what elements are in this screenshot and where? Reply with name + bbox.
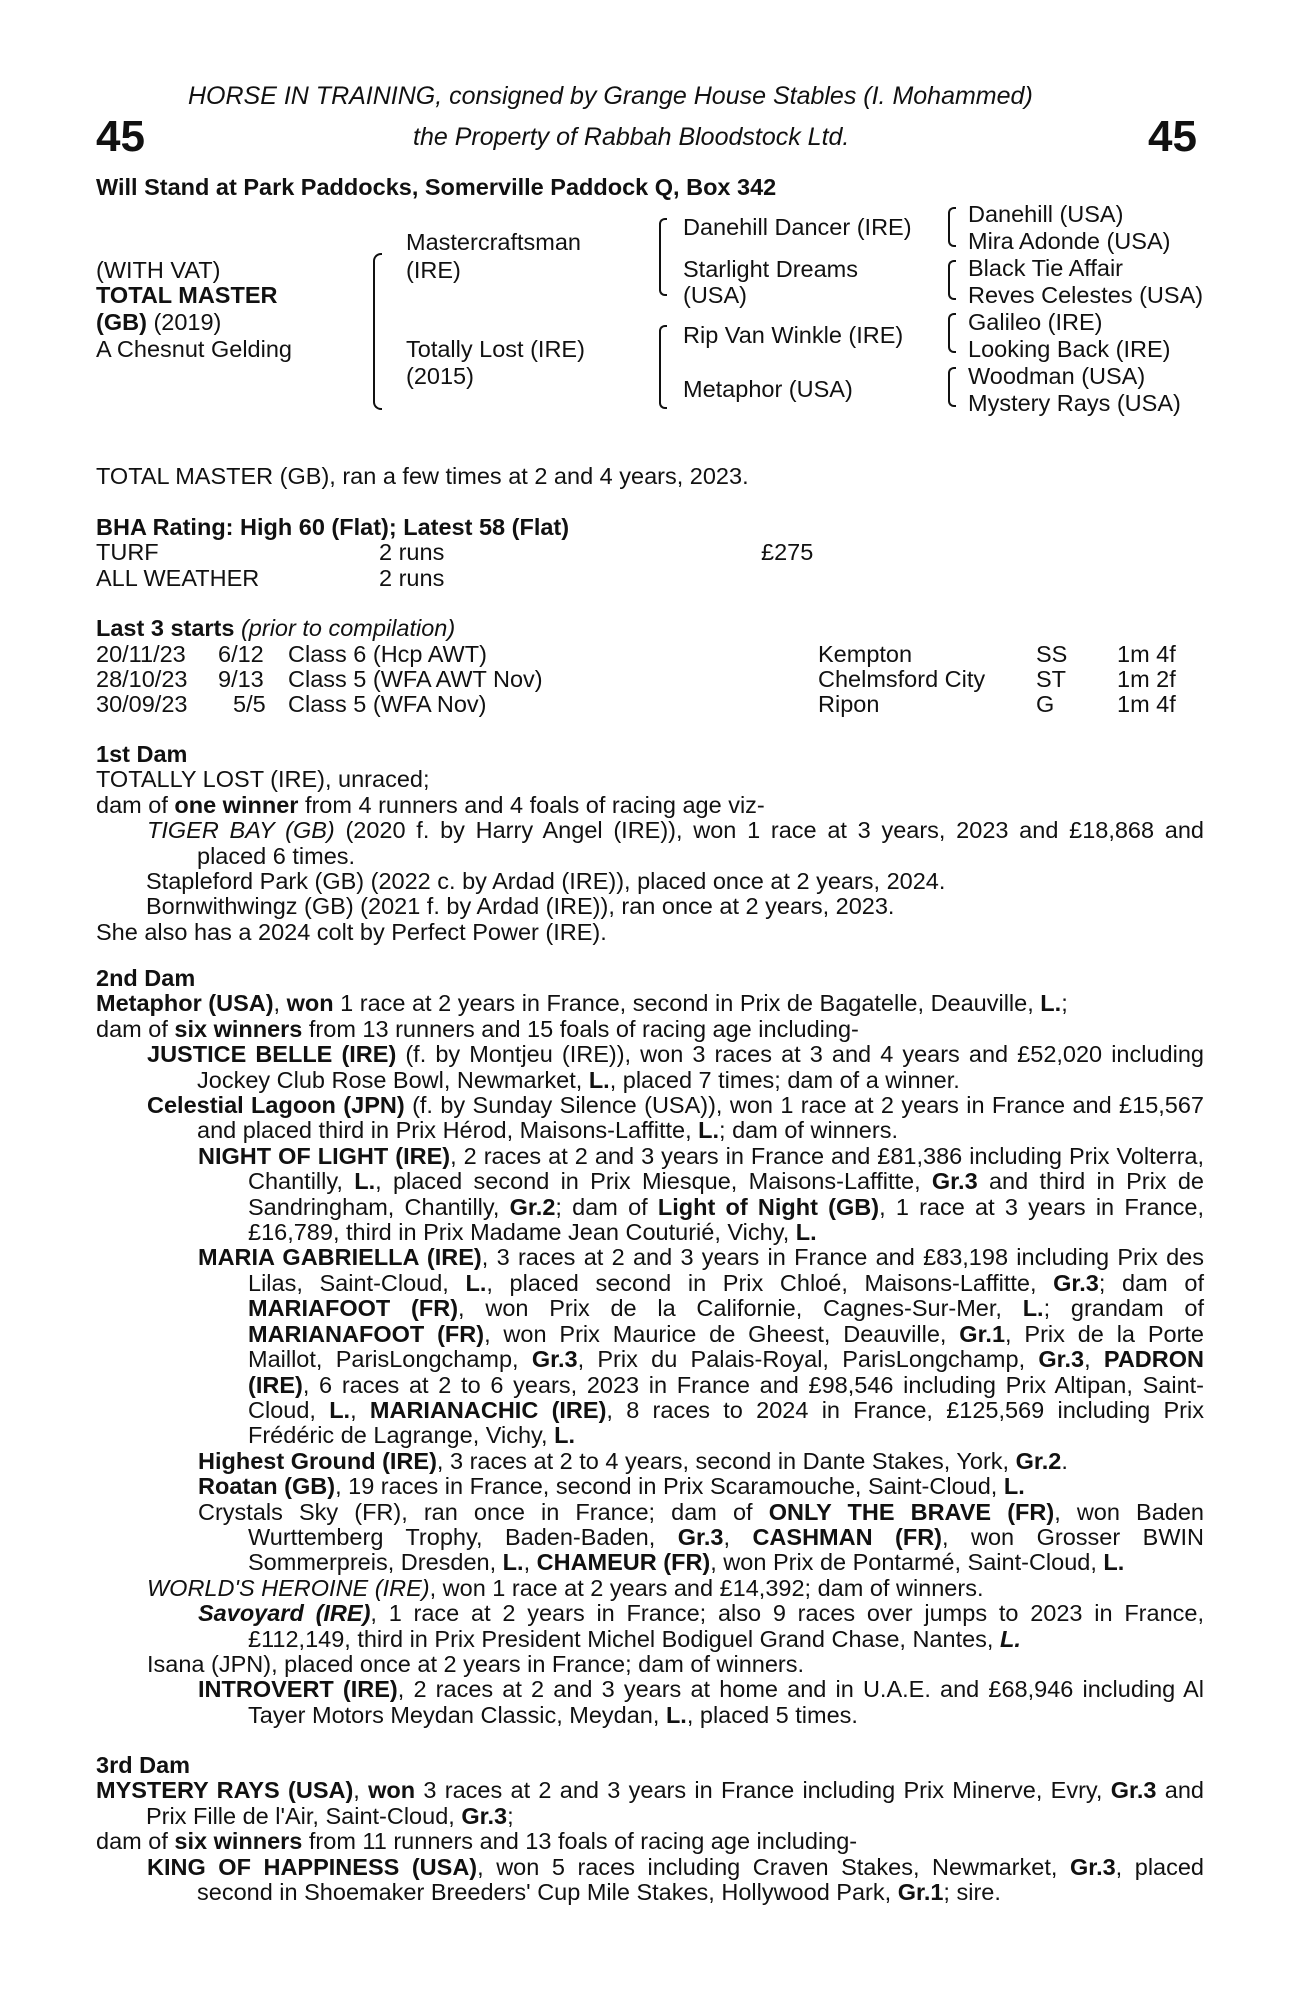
text-fragment: Gr.1	[897, 1879, 944, 1906]
text-fragment: 3 races at 2 and 3 years in France including Prix Minerve, Evry,	[415, 1777, 1111, 1804]
text-fragment: KING OF HAPPINESS (USA)	[147, 1853, 478, 1880]
text-fragment: JUSTICE BELLE (IRE)	[147, 1041, 397, 1068]
bha-rating-title: BHA Rating: High 60 (Flat); Latest 58 (Flat)	[96, 514, 570, 540]
text-fragment: , placed 7 times; dam of a winner.	[609, 1066, 960, 1093]
text-fragment: Gr.3	[1038, 1346, 1085, 1373]
start-going: G	[1036, 691, 1055, 717]
sire: Mastercraftsman	[406, 229, 581, 255]
second-dam-section	[96, 966, 1204, 1728]
text-fragment: WORLD'S HEROINE (IRE)	[147, 1574, 430, 1601]
text-fragment: six winners	[174, 1828, 303, 1855]
text-fragment: Metaphor (USA)	[96, 990, 274, 1017]
text-fragment: , Prix de la Porte Maillot, ParisLongchamp,	[248, 1320, 1205, 1373]
text-fragment: MARIANAFOOT (FR)	[248, 1320, 485, 1347]
dam-sire-sire: Galileo (IRE)	[968, 309, 1103, 335]
text-fragment: L.	[354, 1168, 376, 1195]
pedigree-brace-3c	[948, 313, 956, 353]
dam-sire-dam: Looking Back (IRE)	[968, 336, 1171, 362]
start-race: Class 6 (Hcp AWT)	[288, 641, 487, 667]
horse-name: TOTAL MASTER	[96, 282, 278, 308]
text-fragment: , 1 race at 3 years in France, £16,789, third in Prix Madame Jean Couturié, Vichy,	[248, 1193, 1204, 1246]
text-fragment: L.	[795, 1219, 817, 1246]
text-fragment: L.	[1003, 1473, 1025, 1500]
sire-sire-dam: Mira Adonde (USA)	[968, 228, 1171, 254]
text-fragment: won	[368, 1777, 416, 1804]
text-fragment: Gr.3	[677, 1523, 724, 1550]
text-fragment: MARIAFOOT (FR)	[248, 1295, 459, 1322]
text-fragment: ONLY THE BRAVE (FR)	[768, 1498, 1055, 1525]
stand-location: Will Stand at Park Paddocks, Somerville Paddock Q, Box 342	[96, 174, 777, 200]
lot-number-left: 45	[96, 112, 145, 161]
text-fragment: L.	[698, 1117, 720, 1144]
progeny-king-of-happiness	[96, 1855, 1204, 1906]
pedigree-brace-3b	[948, 260, 956, 300]
horse-year: (2019)	[153, 309, 222, 335]
rating-row	[96, 539, 1206, 564]
text-fragment: MARIA GABRIELLA (IRE)	[198, 1244, 482, 1271]
text-fragment: , won Grosser BWIN Sommerpreis, Dresden,	[248, 1523, 1204, 1576]
pedigree-brace-2b	[659, 325, 667, 409]
text-fragment: , 8 races to 2024 in France, £125,569 including Prix Frédéric de Lagrange, Vichy,	[248, 1396, 1204, 1449]
progeny-maria-gabriella	[96, 1245, 1204, 1448]
text-fragment: L.	[554, 1422, 575, 1449]
sire-sire: Danehill Dancer (IRE)	[683, 214, 912, 240]
progeny-justice-belle	[96, 1042, 1204, 1093]
text-fragment: from 11 runners and 13 foals of racing age including-	[302, 1828, 858, 1855]
text-fragment: Light of Night (GB)	[657, 1193, 880, 1220]
text-fragment: Gr.3	[1053, 1269, 1099, 1296]
text-fragment: six winners	[174, 1015, 303, 1042]
start-date: 28/10/23	[96, 666, 188, 692]
start-race: Class 5 (WFA AWT Nov)	[288, 666, 543, 692]
text-fragment: (f. by Montjeu (IRE)), won 3 races at 3 and 4 years and £52,020 including Jockey Club Rose Bowl, Newmarket,	[197, 1041, 1204, 1093]
pedigree-brace-1	[373, 253, 382, 410]
start-date: 30/09/23	[96, 691, 188, 717]
progeny-tiger-bay	[96, 818, 1204, 869]
text-fragment: , won 5 races including Craven Stakes, Newmarket,	[477, 1853, 1070, 1880]
text-fragment: ; grandam of	[1043, 1295, 1205, 1322]
start-distance: 1m 2f	[1117, 666, 1176, 692]
progeny-introvert	[96, 1677, 1204, 1728]
text-fragment: L.	[465, 1269, 487, 1296]
text-fragment: , 2 races at 2 and 3 years in France and £81,386 including Prix Volterra, Chantilly,	[248, 1142, 1204, 1195]
start-distance: 1m 4f	[1117, 691, 1176, 717]
rating-runs: 2 runs	[379, 539, 445, 565]
dam-sire: Rip Van Winkle (IRE)	[683, 322, 904, 348]
text-fragment: ; dam of	[1098, 1269, 1204, 1296]
last-starts-note: (prior to compilation)	[240, 615, 456, 641]
progeny-bornwithwingz: Bornwithwingz (GB) (2021 f. by Ardad (IRE)), ran once at 2 years, 2023.	[146, 893, 895, 920]
text-fragment: , placed second in Shoemaker Breeders' Cup Mile Stakes, Hollywood Park,	[197, 1853, 1204, 1906]
text-fragment: CASHMAN (FR)	[752, 1523, 943, 1550]
rating-surface: TURF	[96, 539, 159, 565]
text-fragment: , won Prix de Pontarmé, Saint-Cloud,	[710, 1549, 1104, 1576]
start-course: Ripon	[818, 691, 880, 717]
text-fragment: ,	[723, 1523, 753, 1550]
pedigree-brace-3d	[948, 367, 956, 407]
text-fragment: , won Prix de la Californie, Cagnes-Sur-Mer,	[458, 1295, 1023, 1322]
text-fragment: Gr.2	[1015, 1447, 1062, 1474]
start-course: Kempton	[818, 641, 913, 667]
dam: Totally Lost (IRE)	[406, 336, 585, 362]
start-position: 5/5	[233, 691, 266, 717]
text-fragment: ;	[507, 1802, 514, 1829]
text-fragment: , placed 5 times.	[686, 1701, 858, 1728]
text-fragment: MARIANACHIC (IRE)	[369, 1396, 607, 1423]
rating-row	[96, 565, 1206, 590]
horse-origin: (GB)	[96, 309, 147, 335]
text-fragment: ,	[353, 1777, 369, 1804]
text-fragment: , 3 races at 2 to 4 years, second in Dante Stakes, York,	[436, 1447, 1016, 1474]
text-fragment: Crystals Sky (FR), ran once in France; dam of	[198, 1498, 769, 1525]
text-fragment: ,	[350, 1396, 370, 1423]
consignment-line: HORSE IN TRAINING, consigned by Grange House Stables (I. Mohammed)	[188, 82, 1033, 110]
text-fragment: Gr.3	[461, 1802, 508, 1829]
text-fragment: ,	[1084, 1346, 1104, 1373]
vat-note: (WITH VAT)	[96, 257, 221, 283]
first-dam-status: TOTALLY LOST (IRE), unraced;	[96, 766, 430, 793]
text-fragment: L.	[1022, 1295, 1044, 1322]
text-fragment: , won 1 race at 2 years and £14,392; dam of winners.	[429, 1574, 984, 1601]
lot-number-right: 45	[1148, 112, 1197, 161]
rating-surface: ALL WEATHER	[96, 565, 260, 591]
text-fragment: L.	[502, 1549, 524, 1576]
text-fragment: , placed second in Prix Miesque, Maisons-Laffitte,	[375, 1168, 932, 1195]
text-fragment: L.	[1103, 1549, 1125, 1576]
text-fragment: TIGER BAY (GB)	[147, 817, 335, 844]
text-fragment: dam of	[96, 1828, 175, 1855]
text-fragment: Celestial Lagoon (JPN)	[147, 1092, 405, 1119]
text-fragment: ; dam of winners.	[719, 1117, 898, 1144]
text-fragment: Roatan (GB)	[198, 1473, 336, 1500]
text-fragment: ; sire.	[943, 1879, 1001, 1906]
rating-runs: 2 runs	[379, 565, 445, 591]
progeny-worlds-heroine	[96, 1576, 1204, 1601]
sire-dam: Starlight Dreams	[683, 256, 858, 282]
first-dam-section	[96, 742, 1204, 945]
start-date: 20/11/23	[96, 641, 186, 667]
sire-sire-sire: Danehill (USA)	[968, 201, 1124, 227]
text-fragment: dam of	[96, 1015, 175, 1042]
last-starts-heading	[96, 616, 455, 641]
sire-dam-dam: Reves Celestes (USA)	[968, 282, 1204, 308]
start-row	[96, 666, 1206, 691]
pedigree-brace-2a	[659, 218, 667, 296]
text-fragment: , 19 races in France, second in Prix Scaramouche, Saint-Cloud,	[335, 1473, 1004, 1500]
text-fragment: L.	[588, 1066, 610, 1093]
text-fragment: L.	[329, 1396, 351, 1423]
progeny-savoyard	[96, 1601, 1204, 1652]
third-dam-section	[96, 1753, 1204, 1905]
text-fragment: Gr.1	[959, 1320, 1006, 1347]
first-dam-heading: 1st Dam	[96, 741, 188, 767]
text-fragment: , 6 races at 2 to 6 years, 2023 in France and £98,546 including Prix Altipan, Saint-Cloud,	[248, 1371, 1204, 1423]
text-fragment: Gr.3	[931, 1168, 978, 1195]
text-fragment: Gr.3	[531, 1346, 578, 1373]
progeny-isana: Isana (JPN), placed once at 2 years in France; dam of winners.	[147, 1650, 805, 1677]
text-fragment: INTROVERT (IRE)	[198, 1676, 398, 1703]
third-dam-heading: 3rd Dam	[96, 1752, 191, 1778]
text-fragment: Gr.3	[1110, 1777, 1157, 1804]
second-dam-heading: 2nd Dam	[96, 965, 196, 991]
sire-dam-origin: (USA)	[683, 282, 747, 308]
text-fragment: Savoyard (IRE)	[198, 1600, 371, 1627]
first-dam-produce-summary	[96, 793, 1204, 818]
last-starts-title: Last 3 starts	[96, 615, 235, 641]
text-fragment: , 1 race at 2 years in France; also 9 races over jumps to 2023 in France, £112,149, third in Prix President Michel Bodiguel Grand Chase, Nantes,	[248, 1600, 1204, 1652]
horse-origin-year	[96, 310, 221, 335]
progeny-stapleford-park: Stapleford Park (GB) (2022 c. by Ardad (IRE)), placed once at 2 years, 2024.	[146, 868, 946, 895]
text-fragment: , won Baden Wurttemberg Trophy, Baden-Baden,	[248, 1498, 1205, 1550]
text-fragment: ,	[273, 990, 287, 1017]
progeny-roatan	[96, 1474, 1204, 1499]
text-fragment: one winner	[174, 791, 299, 818]
text-fragment: and Prix Fille de l'Air, Saint-Cloud,	[146, 1777, 1204, 1829]
progeny-night-of-light	[96, 1144, 1204, 1246]
start-position: 6/12	[218, 641, 264, 667]
text-fragment: 1 race at 2 years in France, second in Prix de Bagatelle, Deauville,	[333, 990, 1041, 1017]
text-fragment: dam of	[96, 791, 175, 818]
text-fragment: , won Prix Maurice de Gheest, Deauville,	[484, 1320, 960, 1347]
text-fragment: NIGHT OF LIGHT (IRE)	[198, 1142, 451, 1169]
dam-year: (2015)	[406, 363, 474, 389]
start-position: 9/13	[218, 666, 264, 692]
progeny-celestial-lagoon	[96, 1093, 1204, 1144]
text-fragment: , Prix du Palais-Royal, ParisLongchamp,	[577, 1346, 1039, 1373]
rating-prize: £275	[761, 539, 814, 565]
text-fragment: ;	[1061, 990, 1068, 1017]
text-fragment: , 2 races at 2 and 3 years at home and in U.A.E. and £68,946 including Al Tayer Motors Meydan Classic, Meydan,	[248, 1676, 1204, 1728]
text-fragment: (f. by Sunday Silence (USA)), won 1 race at 2 years in France and £15,567 and placed third in Prix Hérod, Maisons-Laffitte,	[197, 1092, 1205, 1144]
progeny-crystals-sky	[96, 1500, 1204, 1576]
start-distance: 1m 4f	[1117, 641, 1176, 667]
text-fragment: Gr.3	[1069, 1853, 1116, 1880]
text-fragment: ,	[523, 1549, 537, 1576]
text-fragment: Gr.2	[509, 1193, 556, 1220]
third-dam-record	[96, 1778, 1204, 1829]
start-going: SS	[1036, 641, 1068, 667]
dam-dam: Metaphor (USA)	[683, 376, 853, 402]
sire-origin: (IRE)	[406, 257, 461, 283]
second-dam-produce-summary	[96, 1017, 1204, 1042]
text-fragment: .	[1061, 1447, 1068, 1474]
text-fragment: Highest Ground (IRE)	[198, 1447, 437, 1474]
text-fragment: and third in Prix de Sandringham, Chantilly,	[248, 1168, 1204, 1220]
property-line: the Property of Rabbah Bloodstock Ltd.	[413, 123, 850, 151]
text-fragment: won	[286, 990, 334, 1017]
start-row	[96, 641, 1206, 666]
sire-dam-sire: Black Tie Affair	[968, 255, 1123, 281]
text-fragment: ; dam of	[555, 1193, 658, 1220]
third-dam-produce-summary	[96, 1829, 1204, 1854]
text-fragment: (2020 f. by Harry Angel (IRE)), won 1 race at 3 years, 2023 and £18,868 and placed 6 times.	[197, 817, 1205, 869]
horse-description: A Chesnut Gelding	[96, 336, 292, 362]
dam-dam-sire: Woodman (USA)	[968, 363, 1146, 389]
first-dam-note: She also has a 2024 colt by Perfect Power (IRE).	[96, 918, 607, 945]
race-summary: TOTAL MASTER (GB), ran a few times at 2 and 4 years, 2023.	[96, 463, 749, 489]
start-course: Chelmsford City	[818, 666, 986, 692]
start-row	[96, 691, 1206, 716]
text-fragment: from 13 runners and 15 foals of racing age including-	[302, 1015, 859, 1042]
dam-dam-dam: Mystery Rays (USA)	[968, 390, 1181, 416]
text-fragment: PADRON (IRE)	[248, 1346, 1204, 1398]
text-fragment: CHAMEUR (FR)	[536, 1549, 711, 1576]
text-fragment: , placed second in Prix Chloé, Maisons-Laffitte,	[486, 1269, 1054, 1296]
second-dam-record	[96, 991, 1204, 1016]
text-fragment: MYSTERY RAYS (USA)	[96, 1777, 354, 1804]
text-fragment: L.	[1040, 990, 1062, 1017]
text-fragment: L.	[665, 1701, 687, 1728]
text-fragment: , 3 races at 2 and 3 years in France and £83,198 including Prix des Lilas, Saint-Cloud,	[248, 1244, 1205, 1296]
start-race: Class 5 (WFA Nov)	[288, 691, 487, 717]
progeny-highest-ground	[96, 1449, 1204, 1474]
text-fragment: L.	[999, 1625, 1021, 1652]
text-fragment: from 4 runners and 4 foals of racing age viz-	[298, 791, 765, 818]
start-going: ST	[1036, 666, 1067, 692]
pedigree-brace-3a	[948, 207, 956, 247]
